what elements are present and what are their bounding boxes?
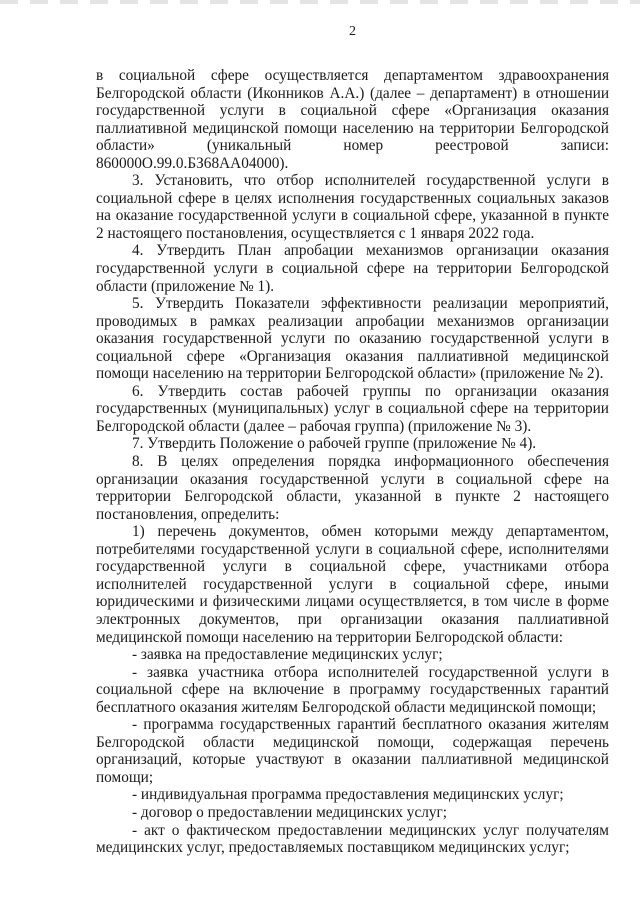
scan-artifact-top [0,0,640,4]
list-item: - индивидуальная программа предоставления медицинских услуг; [132,786,564,804]
paragraph-item-8: 8. В целях определения порядка информационного обеспечения организации оказания государственной услуги в социальной сфере на территории Белгородской области, указанной в пункте 2 настоящего постановления, определить: [96,453,609,523]
paragraph-item-3: 3. Установить, что отбор исполнителей государственной услуги в социальной сфере в целях исполнения государственных социальных заказов на оказание государственной услуги в социальной сфере, указанной в пункте 2 настоящего постановления, осуществляется с 1 января 2022 года. [96,172,609,242]
paragraph-item-7: 7. Утвердить Положение о рабочей группе (приложение № 4). [132,435,537,453]
paragraph-item-4: 4. Утвердить План апробации механизмов организации оказания государственной услуги в социальной сфере на территории Белгородской области (приложение № 1). [96,242,609,295]
paragraph-continuation: в социальной сфере осуществляется департаментом здравоохранения Белгородской области (Иконников А.А.) (далее – департамент) в отношении государственной услуги в социальной сфере «Организация оказания паллиативной медицинской помощи населению на территории Белгородской области» (уникальный номер реестровой записи: 860000О.99.0.БЗ68АА04000). [96,67,609,172]
list-item: - заявка участника отбора исполнителей государственной услуги в социальной сфере на включение в программу государственных гарантий бесплатного оказания жителям Белгородской области медицинской помощи; [96,663,609,716]
paragraph-item-6: 6. Утвердить состав рабочей группы по организации оказания государственных (муниципальных) услуг в социальной сфере на территории Белгородской области (далее – рабочая группа) (приложение № 3). [96,382,609,435]
list-item: - заявка на предоставление медицинских услуг; [132,646,443,664]
document-body [96,67,609,857]
list-item: - программа государственных гарантий бесплатного оказания жителям Белгородской области медицинской помощи, содержащая перечень организаций, которые участвуют в оказании паллиативной медицинской помощи; [96,716,609,786]
paragraph-item-5: 5. Утвердить Показатели эффективности реализации мероприятий, проводимых в рамках реализации апробации механизмов организации оказания государственной услуги по оказанию государственной услуги в социальной сфере «Организация оказания паллиативной медицинской помощи населению на территории Белгородской области» (приложение № 2). [96,295,609,383]
list-item: - акт о фактическом предоставлении медицинских услуг получателям медицинских услуг, предоставляемых поставщиком медицинских услуг; [96,821,609,857]
list-item: - договор о предоставлении медицинских услуг; [132,803,448,821]
paragraph-subitem-1: 1) перечень документов, обмен которыми между департаментом, потребителями государственной услуги в социальной сфере, исполнителями государственной услуги в социальной сфере, участниками отбора исполнителей государственной услуги в социальной сфере, иными юридическими и физическими лицами осуществляется, в том числе в форме электронных документов, при организации оказания паллиативной медицинской помощи населению на территории Белгородской области: [96,523,609,646]
page-number: 2 [349,24,356,39]
